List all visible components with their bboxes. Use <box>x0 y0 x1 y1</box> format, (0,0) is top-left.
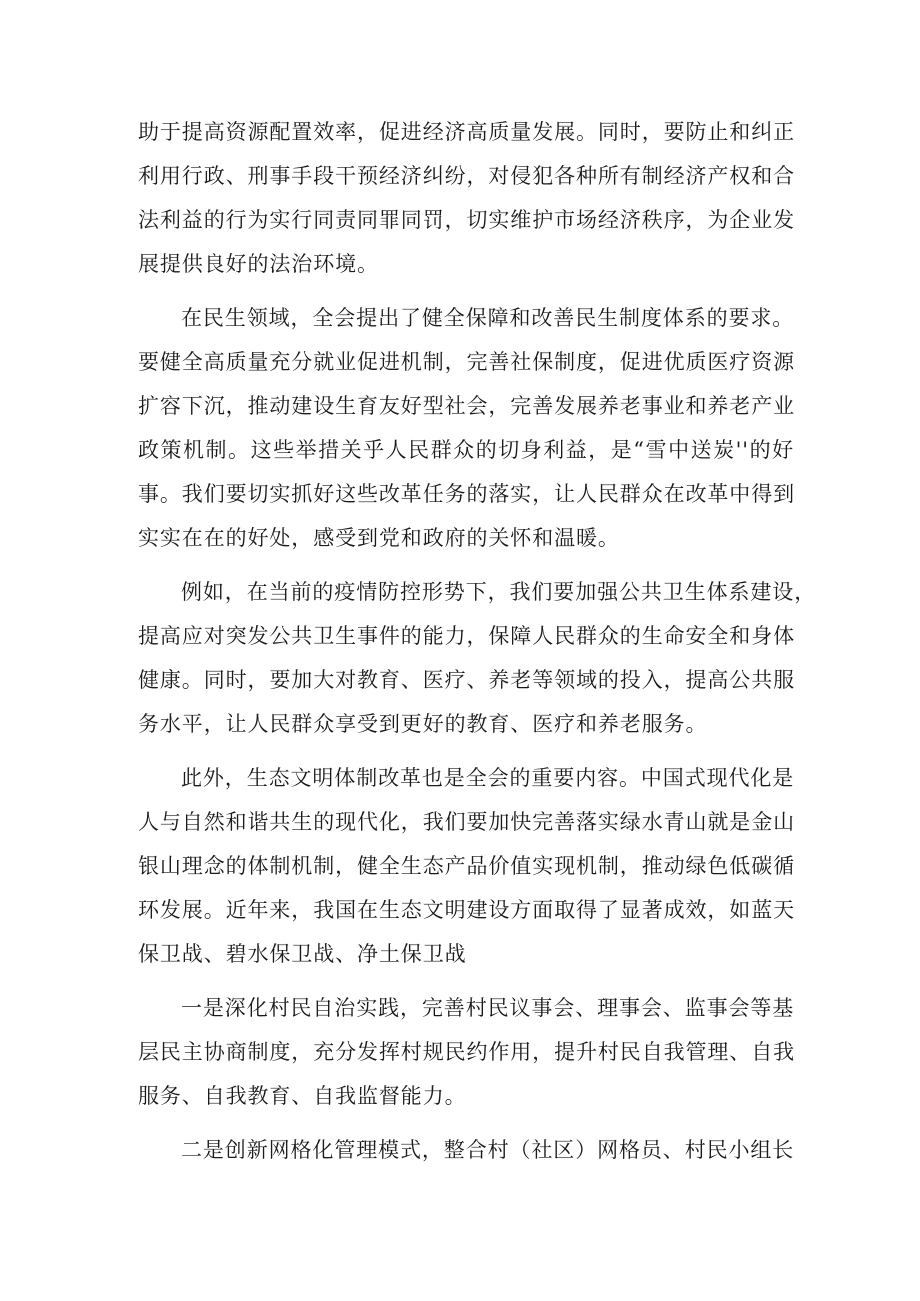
paragraph-4-line-4: 环发展。近年来，我国在生态文明建设方面取得了显著成效，如蓝天 <box>138 898 795 922</box>
paragraph-5-line-2: 层民主协商制度，充分发挥村规民约作用，提升村民自我管理、自我 <box>138 1040 795 1064</box>
paragraph-6-line-1: 二是创新网格化管理模式，整合村（社区）网格员、村民小组长 <box>181 1138 795 1162</box>
paragraph-3-line-4: 务水平，让人民群众享受到更好的教育、医疗和养老服务。 <box>138 712 708 736</box>
paragraph-2-line-5: 事。我们要切实抓好这些改革任务的落实，让人民群众在改革中得到 <box>138 482 795 506</box>
paragraph-2-line-2: 要健全高质量充分就业促进机制，完善社保制度，促进优质医疗资源 <box>138 350 795 374</box>
paragraph-4-line-5: 保卫战、碧水保卫战、净土保卫战 <box>138 942 467 966</box>
paragraph-5-line-3: 服务、自我教育、自我监督能力。 <box>138 1084 467 1108</box>
paragraph-4-line-1: 此外，生态文明体制改革也是全会的重要内容。中国式现代化是 <box>181 766 795 790</box>
paragraph-3-line-2: 提高应对突发公共卫生事件的能力，保障人民群众的生命安全和身体 <box>138 624 795 648</box>
paragraph-1-line-4: 展提供良好的法治环境。 <box>138 252 379 276</box>
paragraph-3-line-3: 健康。同时，要加大对教育、医疗、养老等领域的投入，提高公共服 <box>138 668 795 692</box>
paragraph-1-line-1: 助于提高资源配置效率，促进经济高质量发展。同时，要防止和纠正 <box>138 120 795 144</box>
paragraph-4-line-3: 银山理念的体制机制，健全生态产品价值实现机制，推动绿色低碳循 <box>138 854 795 878</box>
paragraph-3-line-1: 例如，在当前的疫情防控形势下，我们要加强公共卫生体系建设， <box>181 580 817 604</box>
paragraph-2-line-4: 政策机制。这些举措关乎人民群众的切身利益，是“雪中送炭''的好 <box>138 438 794 462</box>
paragraph-1-line-3: 法利益的行为实行同责同罪同罚，切实维护市场经济秩序，为企业发 <box>138 208 795 232</box>
paragraph-4-line-2: 人与自然和谐共生的现代化，我们要加快完善落实绿水青山就是金山 <box>138 810 795 834</box>
paragraph-2-line-3: 扩容下沉，推动建设生育友好型社会，完善发展养老事业和养老产业 <box>138 394 795 418</box>
paragraph-1-line-2: 利用行政、刑事手段干预经济纠纷，对侵犯各种所有制经济产权和合 <box>138 164 795 188</box>
paragraph-5-line-1: 一是深化村民自治实践，完善村民议事会、理事会、监事会等基 <box>181 996 795 1020</box>
paragraph-2-line-1: 在民生领域，全会提出了健全保障和改善民生制度体系的要求。 <box>181 306 795 330</box>
paragraph-2-line-6: 实实在在的好处，感受到党和政府的关怀和温暖。 <box>138 526 620 550</box>
